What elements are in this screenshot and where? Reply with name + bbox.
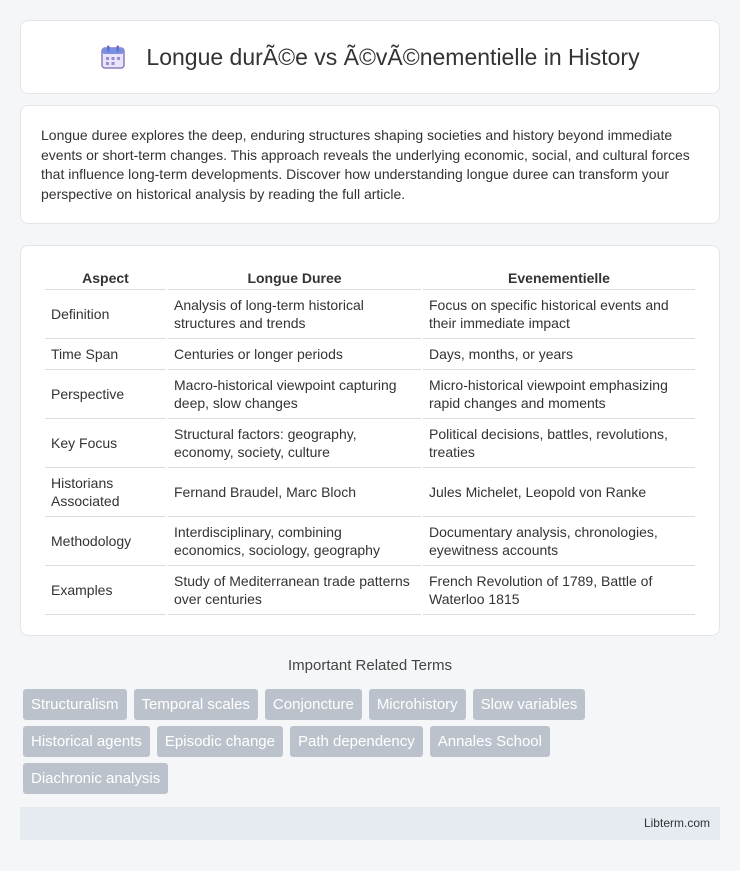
tag-microhistory[interactable]: Microhistory: [369, 689, 466, 720]
column-header-aspect: Aspect: [45, 266, 166, 290]
header-card: [20, 20, 720, 94]
table-cell-aspect: Time Span: [45, 339, 166, 370]
table-cell-aspect: Methodology: [45, 517, 166, 566]
tag-diachronic-analysis[interactable]: Diachronic analysis: [23, 763, 168, 794]
table-row: [45, 566, 695, 615]
table-row: [45, 517, 695, 566]
table-cell-aspect: Examples: [45, 566, 166, 615]
table-cell-longue-duree: Centuries or longer periods: [168, 339, 421, 370]
tag-conjoncture[interactable]: Conjoncture: [265, 689, 362, 720]
related-terms-tags: [23, 689, 723, 800]
table-cell-evenementielle: French Revolution of 1789, Battle of Waterloo 1815: [423, 566, 695, 615]
table-cell-aspect: Historians Associated: [45, 468, 166, 517]
table-header-row: [45, 266, 695, 290]
tag-structuralism[interactable]: Structuralism: [23, 689, 127, 720]
table-cell-evenementielle: Focus on specific historical events and their immediate impact: [423, 290, 695, 339]
related-terms-title: Important Related Terms: [288, 657, 452, 674]
table-cell-evenementielle: Days, months, or years: [423, 339, 695, 370]
tag-path-dependency[interactable]: Path dependency: [290, 726, 423, 757]
table-cell-longue-duree: Fernand Braudel, Marc Bloch: [168, 468, 421, 517]
footer-site-link[interactable]: Libterm.com: [643, 816, 710, 830]
table-cell-evenementielle: Documentary analysis, chronologies, eyewitness accounts: [423, 517, 695, 566]
calendar-icon: [100, 44, 126, 70]
footer: [20, 807, 720, 840]
tag-episodic-change[interactable]: Episodic change: [157, 726, 283, 757]
intro-card: [20, 105, 720, 224]
tag-historical-agents[interactable]: Historical agents: [23, 726, 150, 757]
table-cell-aspect: Perspective: [45, 370, 166, 419]
table-row: [45, 339, 695, 370]
tag-slow-variables[interactable]: Slow variables: [473, 689, 586, 720]
comparison-table: [43, 266, 697, 615]
table-cell-evenementielle: Micro-historical viewpoint emphasizing rapid changes and moments: [423, 370, 695, 419]
tag-temporal-scales[interactable]: Temporal scales: [134, 689, 258, 720]
table-cell-evenementielle: Jules Michelet, Leopold von Ranke: [423, 468, 695, 517]
table-row: [45, 370, 695, 419]
table-cell-longue-duree: Interdisciplinary, combining economics, sociology, geography: [168, 517, 421, 566]
comparison-table-card: [20, 245, 720, 636]
column-header-longue-duree: Longue Duree: [168, 266, 421, 290]
tag-row: [23, 763, 723, 794]
table-cell-evenementielle: Political decisions, battles, revolutions, treaties: [423, 419, 695, 468]
table-row: [45, 419, 695, 468]
table-cell-longue-duree: Study of Mediterranean trade patterns over centuries: [168, 566, 421, 615]
page-title: Longue durÃ©e vs Ã©vÃ©nementielle in History: [146, 43, 640, 70]
table-row: [45, 290, 695, 339]
tag-annales-school[interactable]: Annales School: [430, 726, 550, 757]
column-header-evenementielle: Evenementielle: [423, 266, 695, 290]
table-cell-longue-duree: Macro-historical viewpoint capturing deep, slow changes: [168, 370, 421, 419]
table-cell-aspect: Definition: [45, 290, 166, 339]
table-row: [45, 468, 695, 517]
table-cell-longue-duree: Analysis of long-term historical structures and trends: [168, 290, 421, 339]
table-cell-aspect: Key Focus: [45, 419, 166, 468]
table-cell-longue-duree: Structural factors: geography, economy, society, culture: [168, 419, 421, 468]
intro-text: Longue duree explores the deep, enduring structures shaping societies and history beyond immediate events or short-term changes. This approach reveals the underlying economic, social, and cultural forces that influence long-term developments. Discover how understanding longue duree can transform your perspective on historical analysis by reading the full article.: [41, 127, 690, 202]
tag-row: [23, 689, 723, 720]
tag-row: [23, 726, 723, 757]
